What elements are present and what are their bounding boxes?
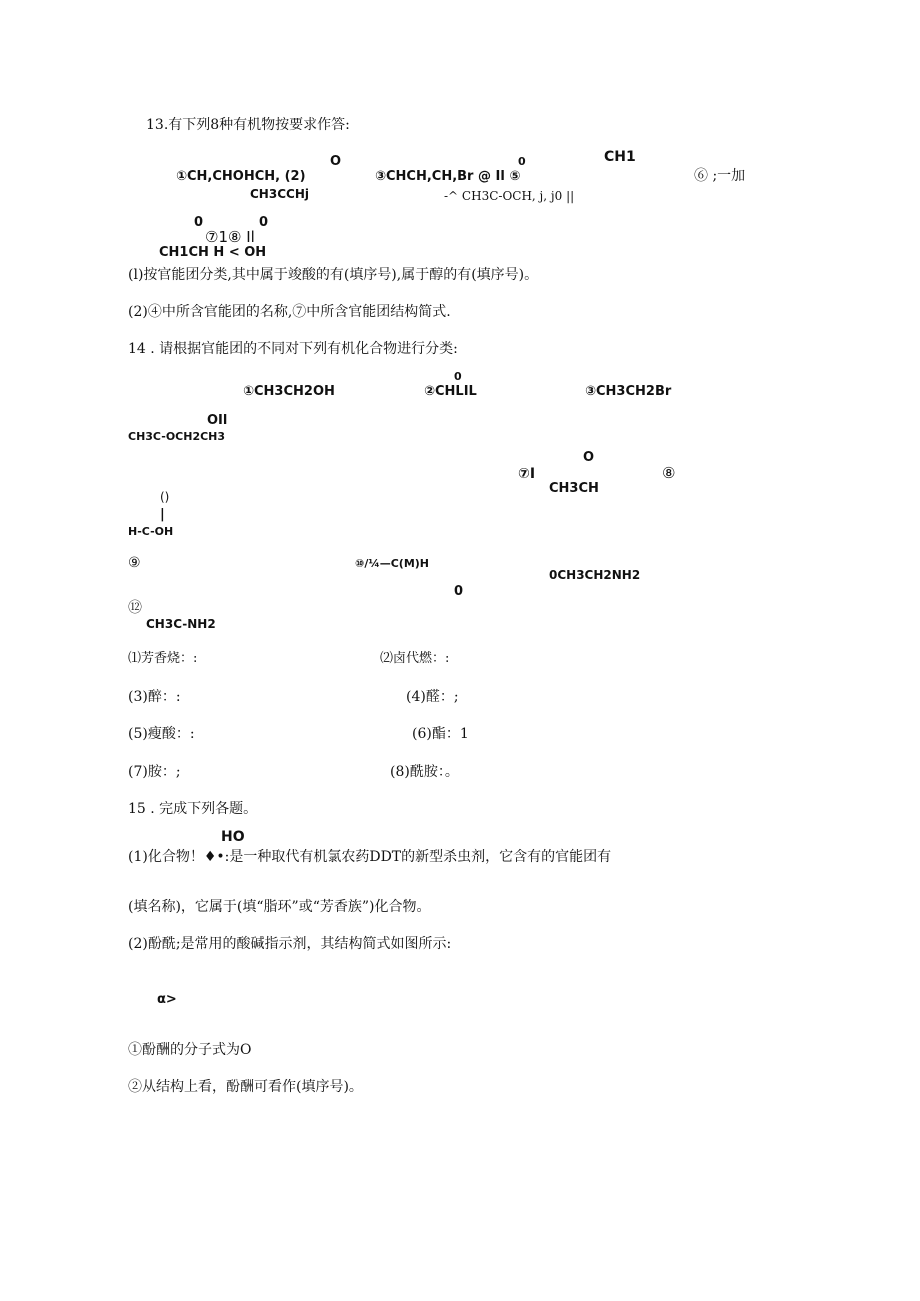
q15-formula-hydroxyl: HO	[221, 829, 245, 845]
q14-answer-6: (6)酯：1	[412, 726, 469, 742]
q13-compound-6: ⑥ ;一加	[694, 168, 746, 184]
q13-formula-methyl: CH1	[604, 149, 636, 165]
q13-formula-oxygen-5: 0	[518, 155, 526, 168]
q13-part-1: (l)按官能团分类,其中属于竣酸的有(填序号),属于醇的有(填序号)。	[128, 267, 539, 283]
q13-formula-oxygen-8: 0	[259, 215, 269, 230]
q15-structure-fragment: α>	[157, 992, 177, 1007]
q13-formula-oxygen: O	[330, 154, 342, 169]
q14-compound-12-formula: CH3C-NH2	[146, 617, 216, 631]
q14-answer-5: (5)瘦酸：:	[128, 726, 195, 742]
q14-compound-9: ⑨	[128, 555, 141, 571]
q14-compound-11: 0CH3CH2NH2	[549, 568, 641, 582]
q13-part-2: (2)④中所含官能团的名称,⑦中所含官能团结构简式.	[128, 304, 451, 320]
q13-compounds-7-8: ⑦1⑧ Il	[205, 228, 255, 246]
q14-formula-formic-acid: H-C-OH	[128, 525, 174, 538]
q15-part-1: (1)化合物！♦•:是一种取代有机氯农药DDT的新型杀虫剂，它含有的官能团有	[128, 849, 612, 865]
q14-compound-10: ⑩/¼—C(M)H	[355, 557, 429, 570]
q14-formula-paren: ()	[160, 490, 170, 504]
q14-answer-1: ⑴芳香烧：:	[128, 651, 198, 666]
q14-compound-8: ⑧	[662, 464, 676, 482]
q15-part-1-continued: (填名称)，它属于(填“脂环”或“芳香族”)化合物。	[128, 899, 431, 915]
q14-formula-oxygen-12: 0	[454, 584, 464, 599]
q14-formula-oxygen-7: O	[583, 450, 595, 465]
q13-compounds-1-2: ①CH,CHOHCH, (2)	[176, 169, 306, 184]
q14-compound-7: ⑦I	[518, 466, 536, 482]
q13-compound-7-8-formula: CH1CH H < OH	[159, 245, 267, 260]
q13-compound-2-formula: CH3CCHj	[250, 187, 309, 201]
q13-compound-5-formula: -^ CH3C-OCH, j, j0 ||	[444, 189, 575, 203]
q13-title: 13.有下列8种有机物按要求作答:	[146, 117, 350, 133]
q14-compound-3: ③CH3CH2Br	[585, 384, 672, 399]
q13-compounds-3-5: ③CHCH,CH,Br @ Il ⑤	[375, 169, 521, 184]
q14-answer-8: (8)酰胺：。	[390, 764, 459, 780]
q14-answer-7: (7)胺：;	[128, 764, 181, 780]
q14-compound-4: CH3C-OCH2CH3	[128, 430, 226, 443]
q15-sub-1: ①酚酬的分子式为O	[128, 1042, 252, 1058]
q14-formula-oxygen-2: 0	[454, 370, 462, 383]
q14-compound-1: ①CH3CH2OH	[243, 384, 335, 399]
q13-formula-oxygen-7: 0	[194, 215, 204, 230]
q15-sub-2: ②从结构上看，酚酬可看作(填序号)。	[128, 1079, 363, 1095]
q14-answer-4: (4)醛：;	[406, 689, 459, 705]
q14-compound-12: ⑫	[128, 600, 142, 616]
q15-part-2: (2)酚酰;是常用的酸碱指示剂，其结构简式如图所示:	[128, 936, 452, 952]
q14-answer-3: (3)醉：:	[128, 689, 181, 705]
q14-title: 14 . 请根据官能团的不同对下列有机化合物进行分类:	[128, 341, 458, 357]
q14-compound-7-formula: CH3CH	[549, 481, 599, 496]
q14-compound-2: ②CHLIL	[424, 384, 477, 399]
q15-title: 15 . 完成下列各题。	[128, 801, 258, 817]
q14-formula-bond: |	[160, 507, 165, 522]
q14-answer-2: ⑵卤代燃：:	[380, 651, 450, 666]
q14-formula-oxygen-4: OIl	[207, 413, 228, 428]
